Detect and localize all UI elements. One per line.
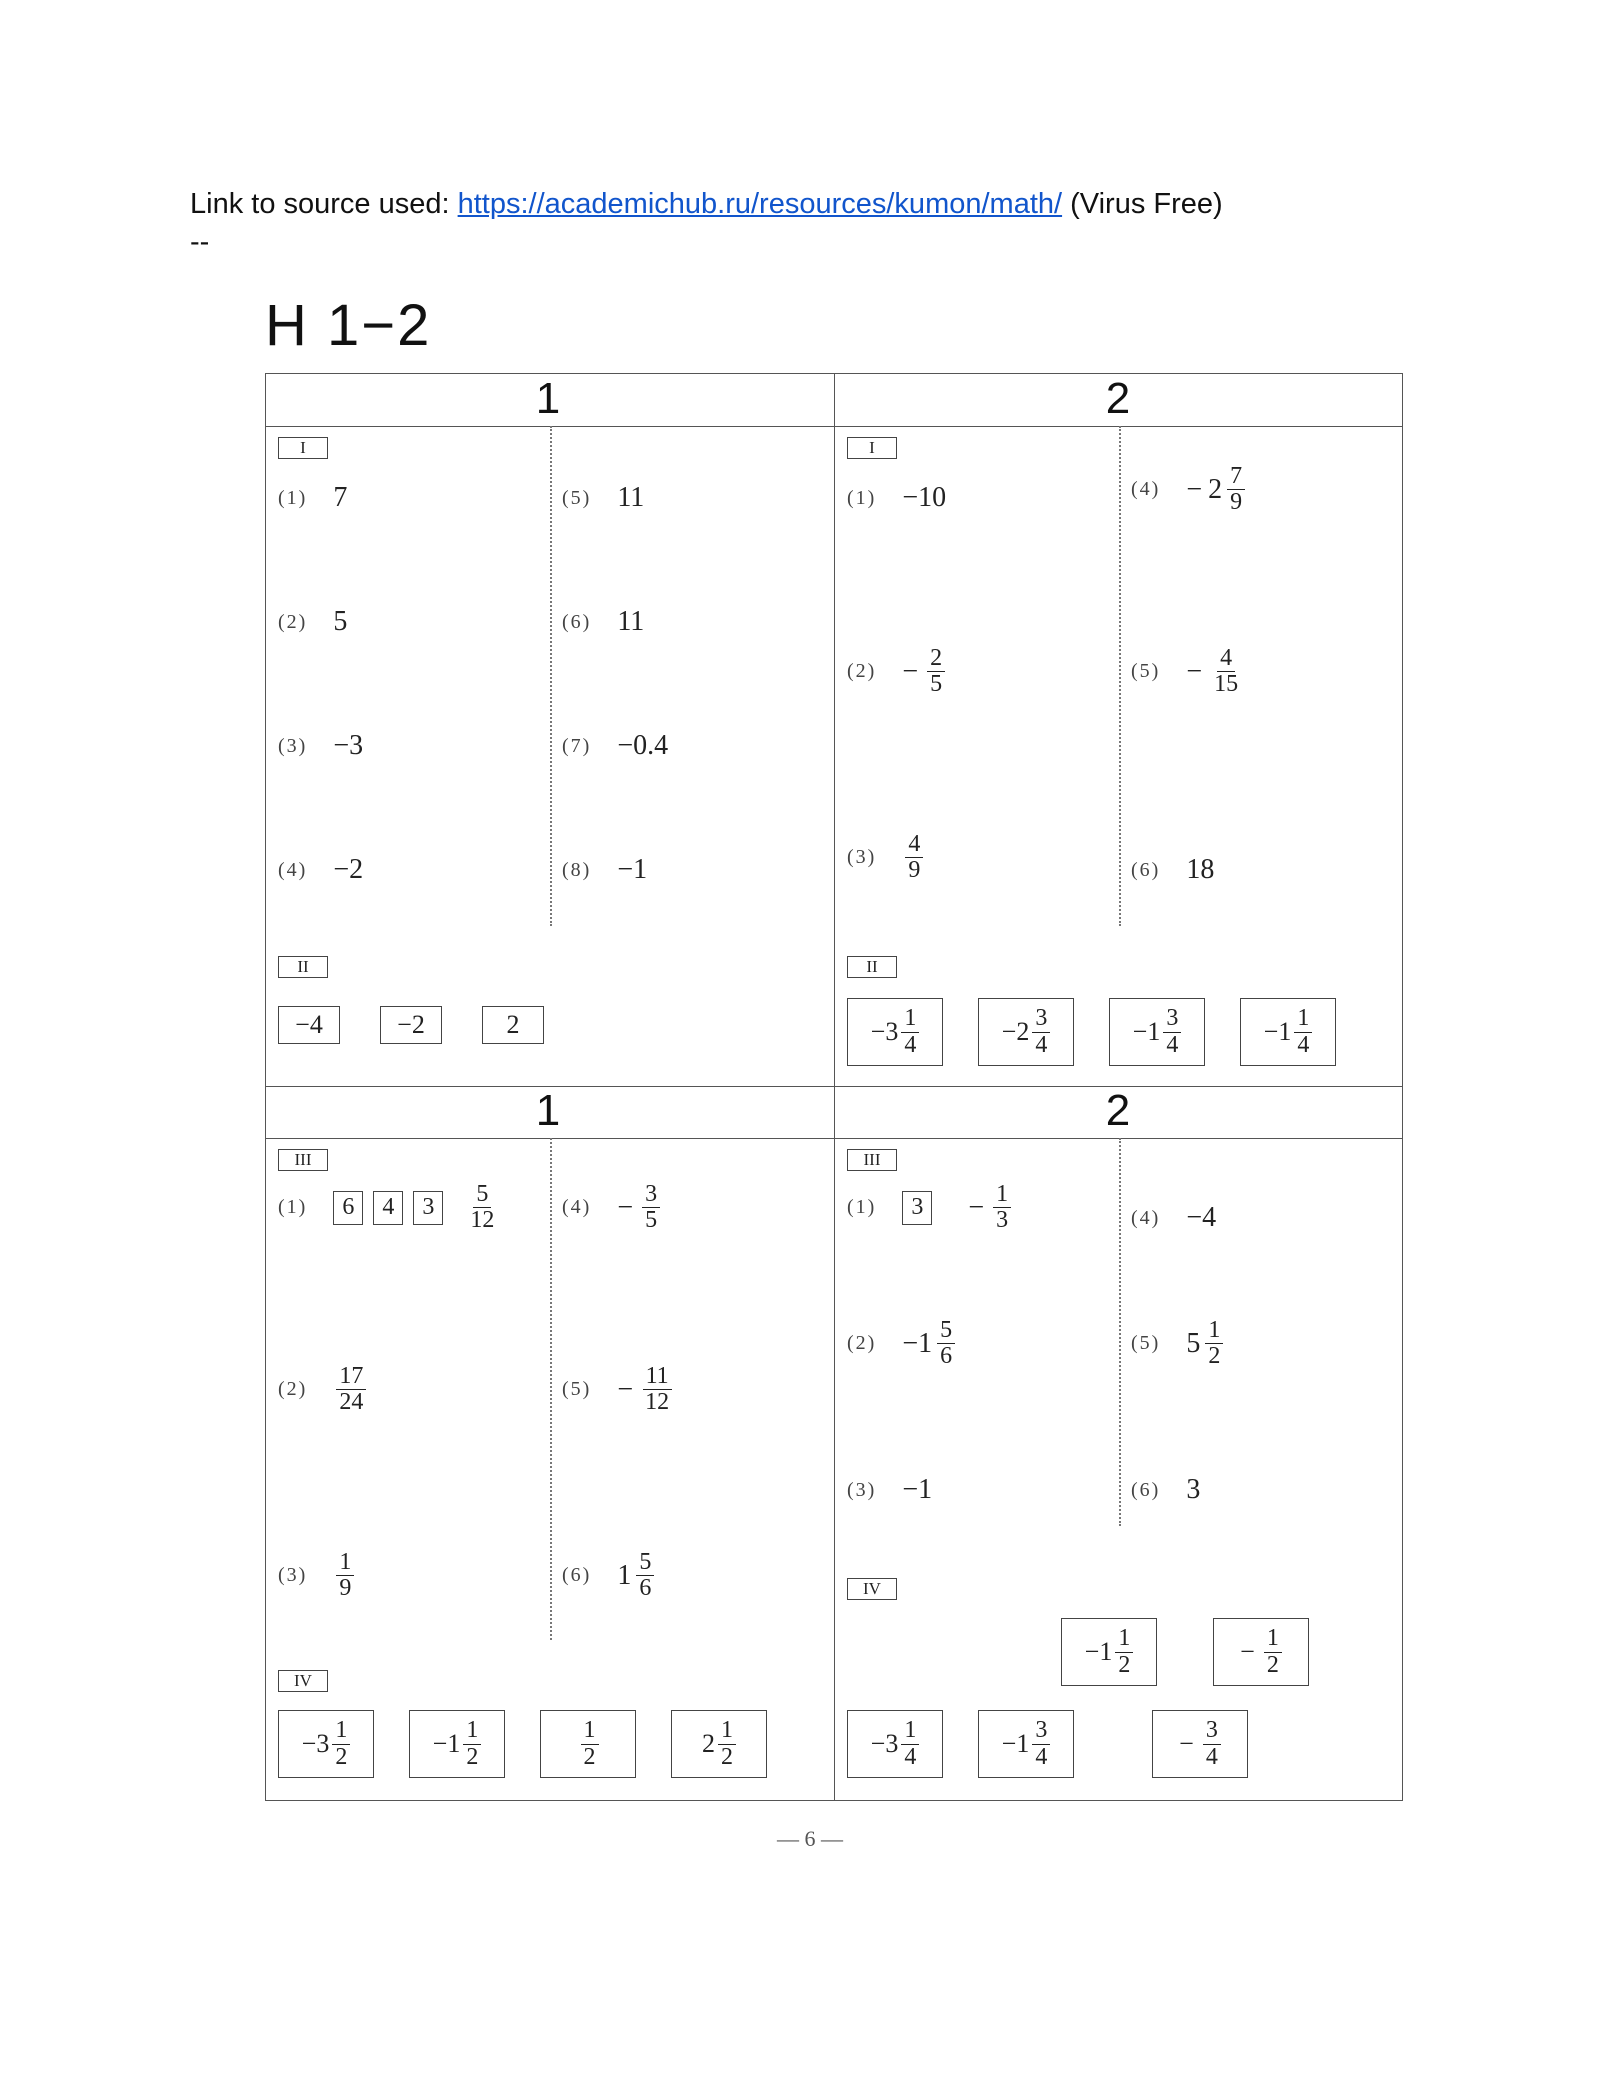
answer-box [847, 1710, 943, 1778]
answer-fraction [1032, 1718, 1050, 1769]
numerator: 1 [1115, 1626, 1133, 1652]
answer-fraction [636, 1550, 654, 1601]
item-label: (8) [562, 858, 592, 881]
answer-fraction [642, 1182, 660, 1233]
answer-value: 3 [1186, 1474, 1201, 1505]
answer-box [978, 1710, 1074, 1778]
denominator: 5 [645, 1207, 658, 1234]
item-label: (2) [278, 1378, 308, 1401]
answer-whole: −1 [1132, 1017, 1161, 1046]
denominator: 2 [721, 1743, 733, 1770]
answer-fraction [901, 1718, 919, 1769]
answer-item [562, 606, 644, 638]
answer-sign: − [1186, 655, 1203, 687]
numerator: 1 [993, 1182, 1011, 1208]
numerator: 5 [937, 1318, 955, 1344]
answer-value: −3 [333, 730, 364, 761]
sheet-title: H 1−2 [265, 293, 432, 358]
answer-whole: −3 [870, 1017, 899, 1046]
answer-fraction [336, 1550, 354, 1601]
answer-fraction [1294, 1006, 1312, 1057]
answer-sheet [265, 373, 1403, 1801]
numerator: 3 [1163, 1006, 1181, 1032]
answer-box [1109, 998, 1205, 1066]
numerator: 3 [1203, 1718, 1221, 1744]
item-label: (2) [847, 1332, 877, 1355]
denominator: 6 [940, 1343, 953, 1370]
cell-number: 1 [535, 1086, 561, 1135]
answer-fraction [1032, 1006, 1050, 1057]
item-label: (5) [562, 1378, 592, 1401]
answer-item [562, 1182, 660, 1233]
answer-fraction [1163, 1006, 1181, 1057]
denominator: 4 [1166, 1031, 1179, 1058]
grid-line [834, 374, 835, 1800]
answer-sign: − [1240, 1637, 1255, 1666]
answer-item [562, 854, 647, 886]
answer-item [562, 1364, 672, 1415]
cell-number: 2 [1105, 374, 1131, 423]
answer-box: −2 [380, 1006, 442, 1044]
denominator: 4 [904, 1743, 917, 1770]
item-label: (5) [562, 486, 592, 509]
denominator: 2 [335, 1743, 348, 1770]
answer-item [1131, 854, 1214, 886]
answer-item [847, 646, 945, 697]
answer-whole: −1 [1084, 1637, 1113, 1666]
denominator: 2 [1208, 1343, 1221, 1370]
answer-value: −1 [617, 854, 648, 885]
item-label: (5) [1131, 1332, 1161, 1355]
answer-value: 11 [617, 482, 645, 513]
denominator: 9 [339, 1575, 352, 1602]
small-answer-box: 3 [902, 1191, 932, 1225]
answer-fraction [1211, 646, 1241, 697]
answer-item [278, 1182, 497, 1233]
answer-item [1131, 464, 1245, 515]
numerator: 1 [1205, 1318, 1223, 1344]
answer-fraction [336, 1364, 366, 1415]
item-label: (1) [847, 486, 877, 509]
denominator: 6 [639, 1575, 652, 1602]
numerator: 1 [336, 1550, 354, 1576]
dotted-divider [1119, 426, 1121, 926]
answer-value: −1 [902, 1474, 933, 1505]
answer-box [1152, 1710, 1248, 1778]
answer-fraction [1205, 1318, 1223, 1369]
answer-value: 5 [333, 606, 348, 637]
numerator: 2 [927, 646, 945, 672]
item-label: (3) [847, 1478, 877, 1501]
answer-item [1131, 1202, 1216, 1234]
answer-whole: −3 [870, 1729, 899, 1758]
source-link-suffix: (Virus Free) [1062, 188, 1223, 220]
answer-whole: −1 [902, 1327, 933, 1359]
answer-whole: −2 [1001, 1017, 1030, 1046]
answer-whole: −1 [1001, 1729, 1030, 1758]
section-label: I [278, 437, 328, 459]
cell-number: 2 [1105, 1086, 1131, 1135]
item-label: (3) [278, 1564, 308, 1587]
numerator: 1 [1294, 1006, 1312, 1032]
answer-whole: 2 [1208, 473, 1223, 505]
section-label: IV [847, 1578, 897, 1600]
answer-item [278, 482, 347, 514]
denominator: 4 [904, 1031, 917, 1058]
denominator: 3 [996, 1207, 1009, 1234]
answer-value: −4 [1186, 1202, 1217, 1233]
denominator: 2 [583, 1743, 596, 1770]
section-label: III [847, 1149, 897, 1171]
item-label: (2) [278, 610, 308, 633]
answer-sign: − [968, 1191, 985, 1223]
answer-fraction [993, 1182, 1011, 1233]
numerator: 11 [643, 1364, 672, 1390]
denominator: 9 [908, 857, 921, 884]
numerator: 1 [332, 1718, 350, 1744]
answer-value: −10 [902, 482, 947, 513]
numerator: 4 [905, 832, 923, 858]
item-label: (3) [847, 846, 877, 869]
answer-item [847, 1318, 955, 1369]
answer-fraction [467, 1182, 497, 1233]
item-label: (3) [278, 734, 308, 757]
denominator: 24 [339, 1389, 364, 1416]
denominator: 12 [470, 1207, 495, 1234]
numerator: 1 [718, 1718, 736, 1744]
denominator: 2 [466, 1743, 479, 1770]
item-label: (1) [847, 1196, 877, 1219]
denominator: 4 [1205, 1743, 1218, 1770]
answer-value: 7 [333, 482, 348, 513]
answer-item [562, 482, 644, 514]
section-label: III [278, 1149, 328, 1171]
numerator: 1 [901, 1718, 919, 1744]
numerator: 1 [901, 1006, 919, 1032]
answer-whole: −1 [432, 1729, 461, 1758]
answer-item [278, 606, 347, 638]
separator-dashes: -- [190, 226, 210, 258]
item-label: (2) [847, 660, 877, 683]
answer-box: 2 [482, 1006, 544, 1044]
item-label: (4) [1131, 478, 1161, 501]
answer-item [847, 1474, 932, 1506]
item-label: (4) [278, 858, 308, 881]
item-label: (7) [562, 734, 592, 757]
answer-fraction [927, 646, 945, 697]
section-label: I [847, 437, 897, 459]
answer-sign: − [617, 1373, 634, 1405]
dotted-divider [1119, 1138, 1121, 1526]
numerator: 5 [636, 1550, 654, 1576]
answer-item [278, 730, 363, 762]
item-label: (1) [278, 1196, 308, 1219]
numerator: 1 [1264, 1626, 1282, 1652]
answer-box: −4 [278, 1006, 340, 1044]
answer-item [847, 482, 946, 514]
denominator: 12 [645, 1389, 670, 1416]
answer-fraction [1227, 464, 1245, 515]
answer-fraction [332, 1718, 350, 1769]
item-label: (5) [1131, 660, 1161, 683]
item-label: (6) [562, 610, 592, 633]
small-answer-box: 4 [373, 1191, 403, 1225]
answer-fraction [718, 1718, 736, 1769]
answer-whole: 5 [1186, 1327, 1201, 1359]
answer-whole: −3 [301, 1729, 330, 1758]
answer-box [671, 1710, 767, 1778]
answer-fraction [1115, 1626, 1133, 1677]
answer-box [540, 1710, 636, 1778]
answer-whole: 1 [617, 1559, 632, 1591]
answer-item [562, 730, 668, 762]
source-link-line [190, 188, 1223, 221]
item-label: (4) [562, 1196, 592, 1219]
cell-number: 1 [535, 374, 561, 423]
answer-value: −0.4 [617, 730, 669, 761]
answer-box [1213, 1618, 1309, 1686]
answer-whole: −1 [1263, 1017, 1292, 1046]
denominator: 2 [1118, 1651, 1131, 1678]
item-label: (4) [1131, 1206, 1161, 1229]
answer-box [1240, 998, 1336, 1066]
answer-box [847, 998, 943, 1066]
answer-sign: − [902, 655, 919, 687]
denominator: 5 [930, 671, 943, 698]
answer-item [847, 832, 923, 883]
answer-sign: − [1179, 1729, 1194, 1758]
answer-whole: 2 [702, 1729, 715, 1758]
dotted-divider [550, 1138, 552, 1640]
numerator: 3 [642, 1182, 660, 1208]
source-link-prefix: Link to source used: [190, 188, 458, 220]
answer-fraction [581, 1718, 599, 1769]
answer-box [409, 1710, 505, 1778]
answer-sign: − [1186, 473, 1203, 505]
answer-box [978, 998, 1074, 1066]
denominator: 2 [1266, 1651, 1279, 1678]
denominator: 4 [1297, 1031, 1310, 1058]
item-label: (6) [1131, 1478, 1161, 1501]
section-label: IV [278, 1670, 328, 1692]
dotted-divider [550, 426, 552, 926]
answer-item [847, 1182, 1011, 1233]
numerator: 3 [1032, 1006, 1050, 1032]
answer-item [1131, 646, 1241, 697]
item-label: (6) [1131, 858, 1161, 881]
numerator: 17 [336, 1364, 366, 1390]
numerator: 5 [473, 1182, 491, 1208]
answer-fraction [937, 1318, 955, 1369]
section-label: II [847, 956, 897, 978]
answer-fraction [1264, 1626, 1282, 1677]
section-label: II [278, 956, 328, 978]
source-link[interactable]: https://academichub.ru/resources/kumon/math/ [457, 188, 1063, 220]
denominator: 4 [1035, 1031, 1048, 1058]
answer-value: 11 [617, 606, 645, 637]
answer-fraction [642, 1364, 672, 1415]
denominator: 4 [1035, 1743, 1048, 1770]
answer-fraction [463, 1718, 481, 1769]
answer-item [278, 854, 363, 886]
item-label: (6) [562, 1564, 592, 1587]
numerator: 4 [1217, 646, 1235, 672]
answer-item [278, 1550, 354, 1601]
answer-item [1131, 1474, 1200, 1506]
answer-item [1131, 1318, 1223, 1369]
denominator: 15 [1214, 671, 1239, 698]
item-label: (1) [278, 486, 308, 509]
small-answer-box: 3 [413, 1191, 443, 1225]
denominator: 9 [1230, 489, 1243, 516]
numerator: 7 [1227, 464, 1245, 490]
answer-fraction [1203, 1718, 1221, 1769]
answer-fraction [905, 832, 923, 883]
numerator: 3 [1032, 1718, 1050, 1744]
page-number: — 6 — [777, 1826, 843, 1851]
answer-box [278, 1710, 374, 1778]
answer-value: 18 [1186, 854, 1215, 885]
answer-item [562, 1550, 654, 1601]
answer-value: −2 [333, 854, 364, 885]
small-answer-box: 6 [333, 1191, 363, 1225]
numerator: 1 [581, 1718, 599, 1744]
numerator: 1 [463, 1718, 481, 1744]
answer-box [1061, 1618, 1157, 1686]
answer-item [278, 1364, 366, 1415]
answer-fraction [901, 1006, 919, 1057]
answer-sign: − [617, 1191, 634, 1223]
